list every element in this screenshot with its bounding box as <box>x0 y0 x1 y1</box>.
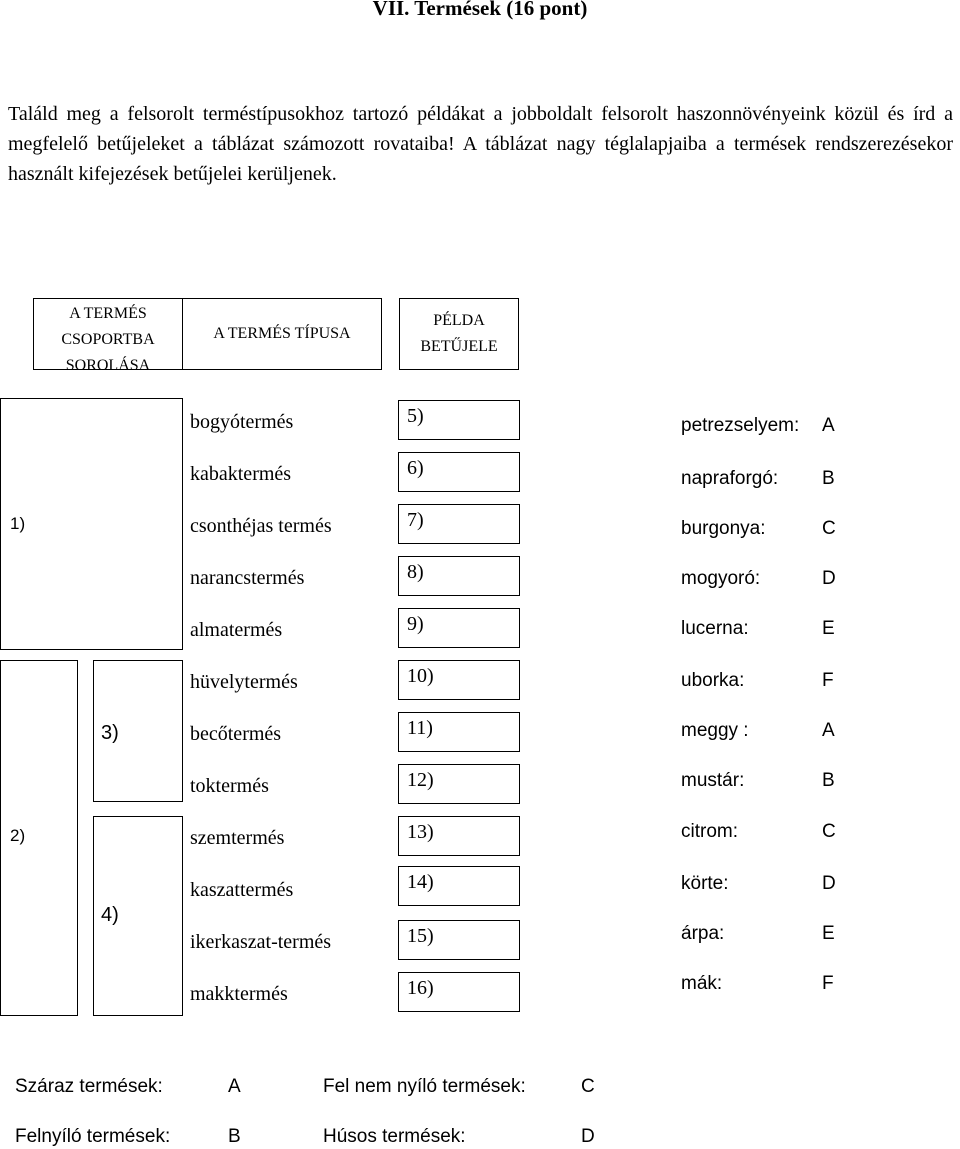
plant-name: mogyoró: <box>681 568 761 589</box>
header-grouping-line2: CSOPORTBA <box>61 331 155 348</box>
legend-dehiscent-label: Felnyíló termések: <box>15 1126 171 1147</box>
plant-letter: D <box>822 568 836 589</box>
fruit-type: csonthéjas termés <box>190 515 332 537</box>
legend-dry-label: Száraz termések: <box>15 1076 163 1097</box>
plant-letter: C <box>822 518 836 539</box>
plant-name: napraforgó: <box>681 468 779 489</box>
plant-letter: E <box>822 923 835 944</box>
plant-name: mustár: <box>681 770 745 791</box>
fruit-type: ikerkaszat-termés <box>190 931 332 953</box>
header-type-text: A TERMÉS TÍPUSA <box>213 325 351 342</box>
answer-slot-11[interactable]: 11) <box>398 712 520 752</box>
fruit-type: makktermés <box>190 983 288 1005</box>
plant-letter: D <box>822 873 836 894</box>
header-type <box>182 298 382 370</box>
answer-slot-7[interactable]: 7) <box>398 504 520 544</box>
header-grouping-line1: A TERMÉS <box>69 305 147 322</box>
legend-indehiscent-label: Fel nem nyíló termések: <box>323 1076 526 1097</box>
plant-letter: B <box>822 468 835 489</box>
plant-letter: A <box>822 415 835 436</box>
answer-slot-12[interactable]: 12) <box>398 764 520 804</box>
header-grouping-line3: SOROLÁSA <box>65 357 151 370</box>
instructions-text: Találd meg a felsorolt terméstípusokhoz tartozó példákat a jobboldalt felsorolt haszonnövényeink közül és írd a megfelelő betűjeleket a táblázat számozott rovataiba! A táblázat nagy téglalapjaiba a termések rendszerezésekor használt kifejezések betűjelei kerüljenek. <box>8 103 953 185</box>
fruit-type: toktermés <box>190 775 269 797</box>
answer-slot-14[interactable]: 14) <box>398 866 520 906</box>
plant-name: körte: <box>681 873 729 894</box>
fruit-type: hüvelytermés <box>190 671 298 693</box>
fruit-type: bogyótermés <box>190 411 294 433</box>
plant-name: burgonya: <box>681 518 766 539</box>
answer-slot-5[interactable]: 5) <box>398 400 520 440</box>
fruit-type: kabaktermés <box>190 463 292 485</box>
plant-letter: F <box>822 973 834 994</box>
legend-indehiscent-letter: C <box>581 1076 595 1097</box>
fruit-type: kaszattermés <box>190 879 294 901</box>
header-grouping <box>33 298 183 370</box>
page-title: VII. Termések (16 pont) <box>372 0 588 20</box>
plant-name: meggy : <box>681 720 749 741</box>
header-example-line2: BETŰJELE <box>420 338 498 355</box>
answer-slot-10[interactable]: 10) <box>398 660 520 700</box>
plant-letter: F <box>822 670 834 691</box>
answer-slot-15[interactable]: 15) <box>398 920 520 960</box>
plant-letter: C <box>822 821 836 842</box>
fruit-type: narancstermés <box>190 567 305 589</box>
plant-name: árpa: <box>681 923 725 944</box>
group-label-2: 2) <box>10 826 26 845</box>
group-label-3: 3) <box>101 722 119 744</box>
group-label-1: 1) <box>10 514 26 533</box>
legend-fleshy-letter: D <box>581 1126 595 1147</box>
answer-slot-13[interactable]: 13) <box>398 816 520 856</box>
plant-name: mák: <box>681 973 723 994</box>
answer-slot-8[interactable]: 8) <box>398 556 520 596</box>
legend-dry-letter: A <box>228 1076 241 1097</box>
fruit-type: szemtermés <box>190 827 285 849</box>
group-box-1[interactable] <box>0 398 183 650</box>
answer-slot-6[interactable]: 6) <box>398 452 520 492</box>
plant-letter: E <box>822 618 835 639</box>
plant-name: lucerna: <box>681 618 749 639</box>
answer-slot-9[interactable]: 9) <box>398 608 520 648</box>
group-label-4: 4) <box>101 904 119 926</box>
plant-letter: B <box>822 770 835 791</box>
plant-name: citrom: <box>681 821 738 842</box>
plant-name: petrezselyem: <box>681 415 800 436</box>
fruit-type: becőtermés <box>190 723 282 745</box>
legend-dehiscent-letter: B <box>228 1126 241 1147</box>
header-example <box>399 298 519 370</box>
answer-slot-16[interactable]: 16) <box>398 972 520 1012</box>
fruit-type: almatermés <box>190 619 283 641</box>
header-example-line1: PÉLDA <box>433 312 485 329</box>
plant-letter: A <box>822 720 835 741</box>
legend-fleshy-label: Húsos termések: <box>323 1126 466 1147</box>
instructions <box>8 99 953 189</box>
plant-name: uborka: <box>681 670 745 691</box>
